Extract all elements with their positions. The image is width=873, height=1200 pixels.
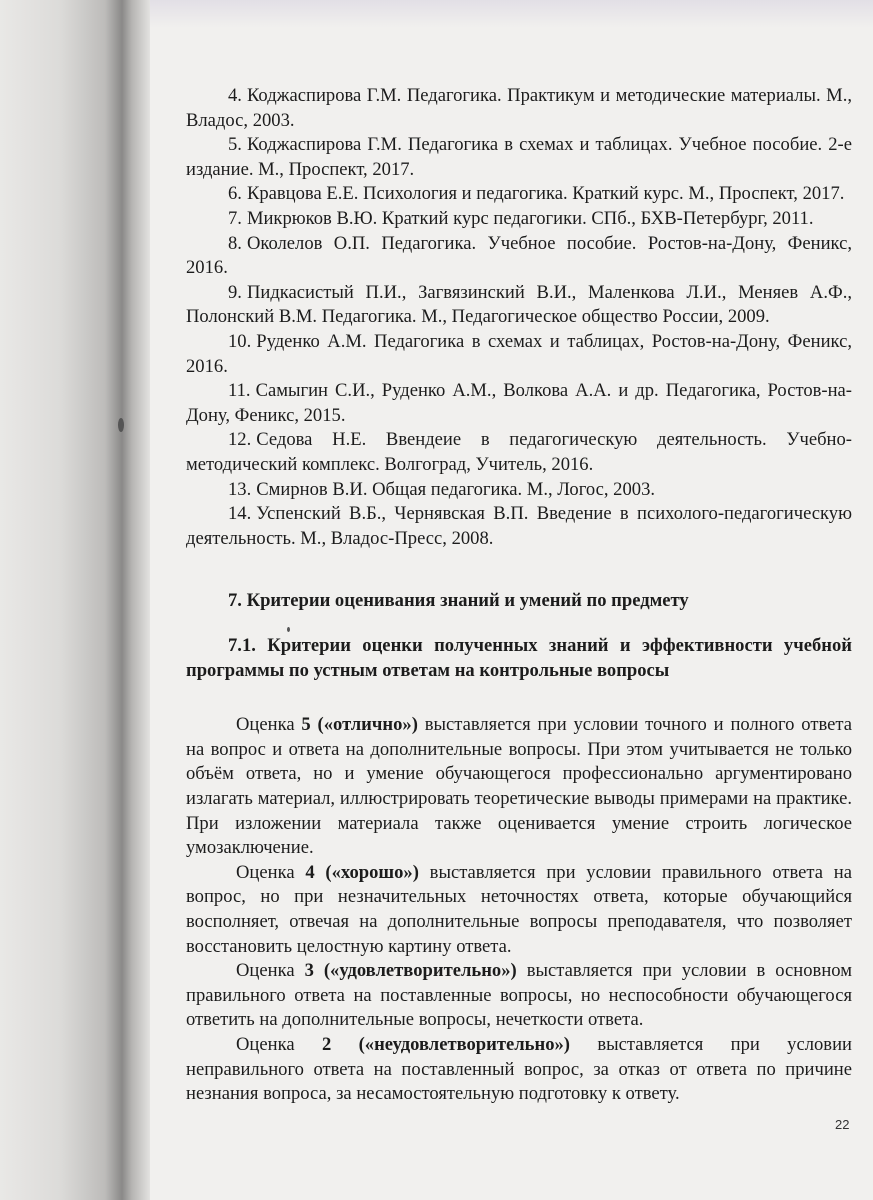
document-page (186, 84, 852, 1107)
page-number: 22 (835, 1117, 850, 1132)
reference-item: 8. Околелов О.П. Педагогика. Учебное пособие. Ростов-на-Дону, Феникс, 2016. (186, 232, 852, 279)
reference-item: 7. Микрюков В.Ю. Краткий курс педагогики. СПб., БХВ-Петербург, 2011. (228, 207, 814, 229)
reference-item: 13. Смирнов В.И. Общая педагогика. М., Логос, 2003. (228, 478, 656, 500)
grade-paragraph-2: Оценка 2 («неудовлетворительно») выставляется при условии неправильного ответа на поставленный вопрос, за отказ от ответа по причине незнания вопроса, за несамостоятельную подготовку к ответу. (186, 1034, 852, 1105)
reference-list (186, 84, 852, 551)
reference-item: 12. Седова Н.Е. Ввендеие в педагогическую деятельность. Учебно-методический комплекс. Волгоград, Учитель, 2016. (186, 429, 852, 475)
grade-label: 4 («хорошо») (305, 861, 419, 883)
grade-paragraph-4: Оценка 4 («хорошо») выставляется при условии правильного ответа на вопрос, но при незначительных неточностях ответа, которые обучающийся восполняет, отвечая на дополнительные вопросы преподавателя, что позволяет восстановить целостную картину ответа. (186, 861, 852, 957)
binding-gutter-shadow (0, 0, 150, 1200)
grading-criteria (186, 713, 852, 1107)
section-heading: 7. Критерии оценивания знаний и умений по предмету (228, 590, 689, 612)
scan-speck (118, 418, 124, 432)
grade-label: 5 («отлично») (301, 714, 418, 736)
top-scan-shadow (150, 0, 873, 28)
grade-label: 3 («удовлетворительно») (304, 960, 517, 982)
grade-paragraph-5: Оценка 5 («отлично») выставляется при условии точного и полного ответа на вопрос и ответа на дополнительные вопросы. При этом учитывается не только объём ответа, но и умение обучающегося профессионально аргументировано излагать материал, иллюстрировать теоретические выводы примерами на практике. При изложении материала также оценивается умение строить логическое умозаключение. (186, 714, 852, 859)
reference-item: 11. Самыгин С.И., Руденко А.М., Волкова А.А. и др. Педагогика, Ростов-на-Дону, Феникс, 2015. (186, 380, 852, 426)
grade-paragraph-3: Оценка 3 («удовлетворительно») выставляется при условии в основном правильного ответа на поставленные вопросы, но неспособности обучающегося ответить на дополнительные вопросы, нечеткости ответа. (186, 960, 852, 1031)
reference-item: 4. Коджаспирова Г.М. Педагогика. Практикум и методические материалы. М., Владос, 2003. (186, 85, 852, 131)
subsection-heading: 7.1. Критерии оценки полученных знаний и эффективности учебной программы по устным ответам на контрольные вопросы (186, 635, 852, 682)
reference-item: 5. Коджаспирова Г.М. Педагогика в схемах и таблицах. Учебное пособие. 2-е издание. М., Проспект, 2017. (186, 134, 852, 180)
reference-item: 10. Руденко А.М. Педагогика в схемах и таблицах, Ростов-на-Дону, Феникс, 2016. (186, 330, 852, 377)
grade-label: 2 («неудовлетворительно») (321, 1034, 570, 1055)
reference-item: 6. Кравцова Е.Е. Психология и педагогика. Краткий курс. М., Проспект, 2017. (228, 183, 845, 205)
reference-item: 14. Успенский В.Б., Чернявская В.П. Введение в психолого-педагогическую деятельность. М., Владос-Пресс, 2008. (186, 503, 852, 549)
reference-item: 9. Пидкасистый П.И., Загвязинский В.И., Маленкова Л.И., Меняев А.Ф., Полонский В.М. Педагогика. М., Педагогическое общество России, 2009. (186, 281, 852, 328)
